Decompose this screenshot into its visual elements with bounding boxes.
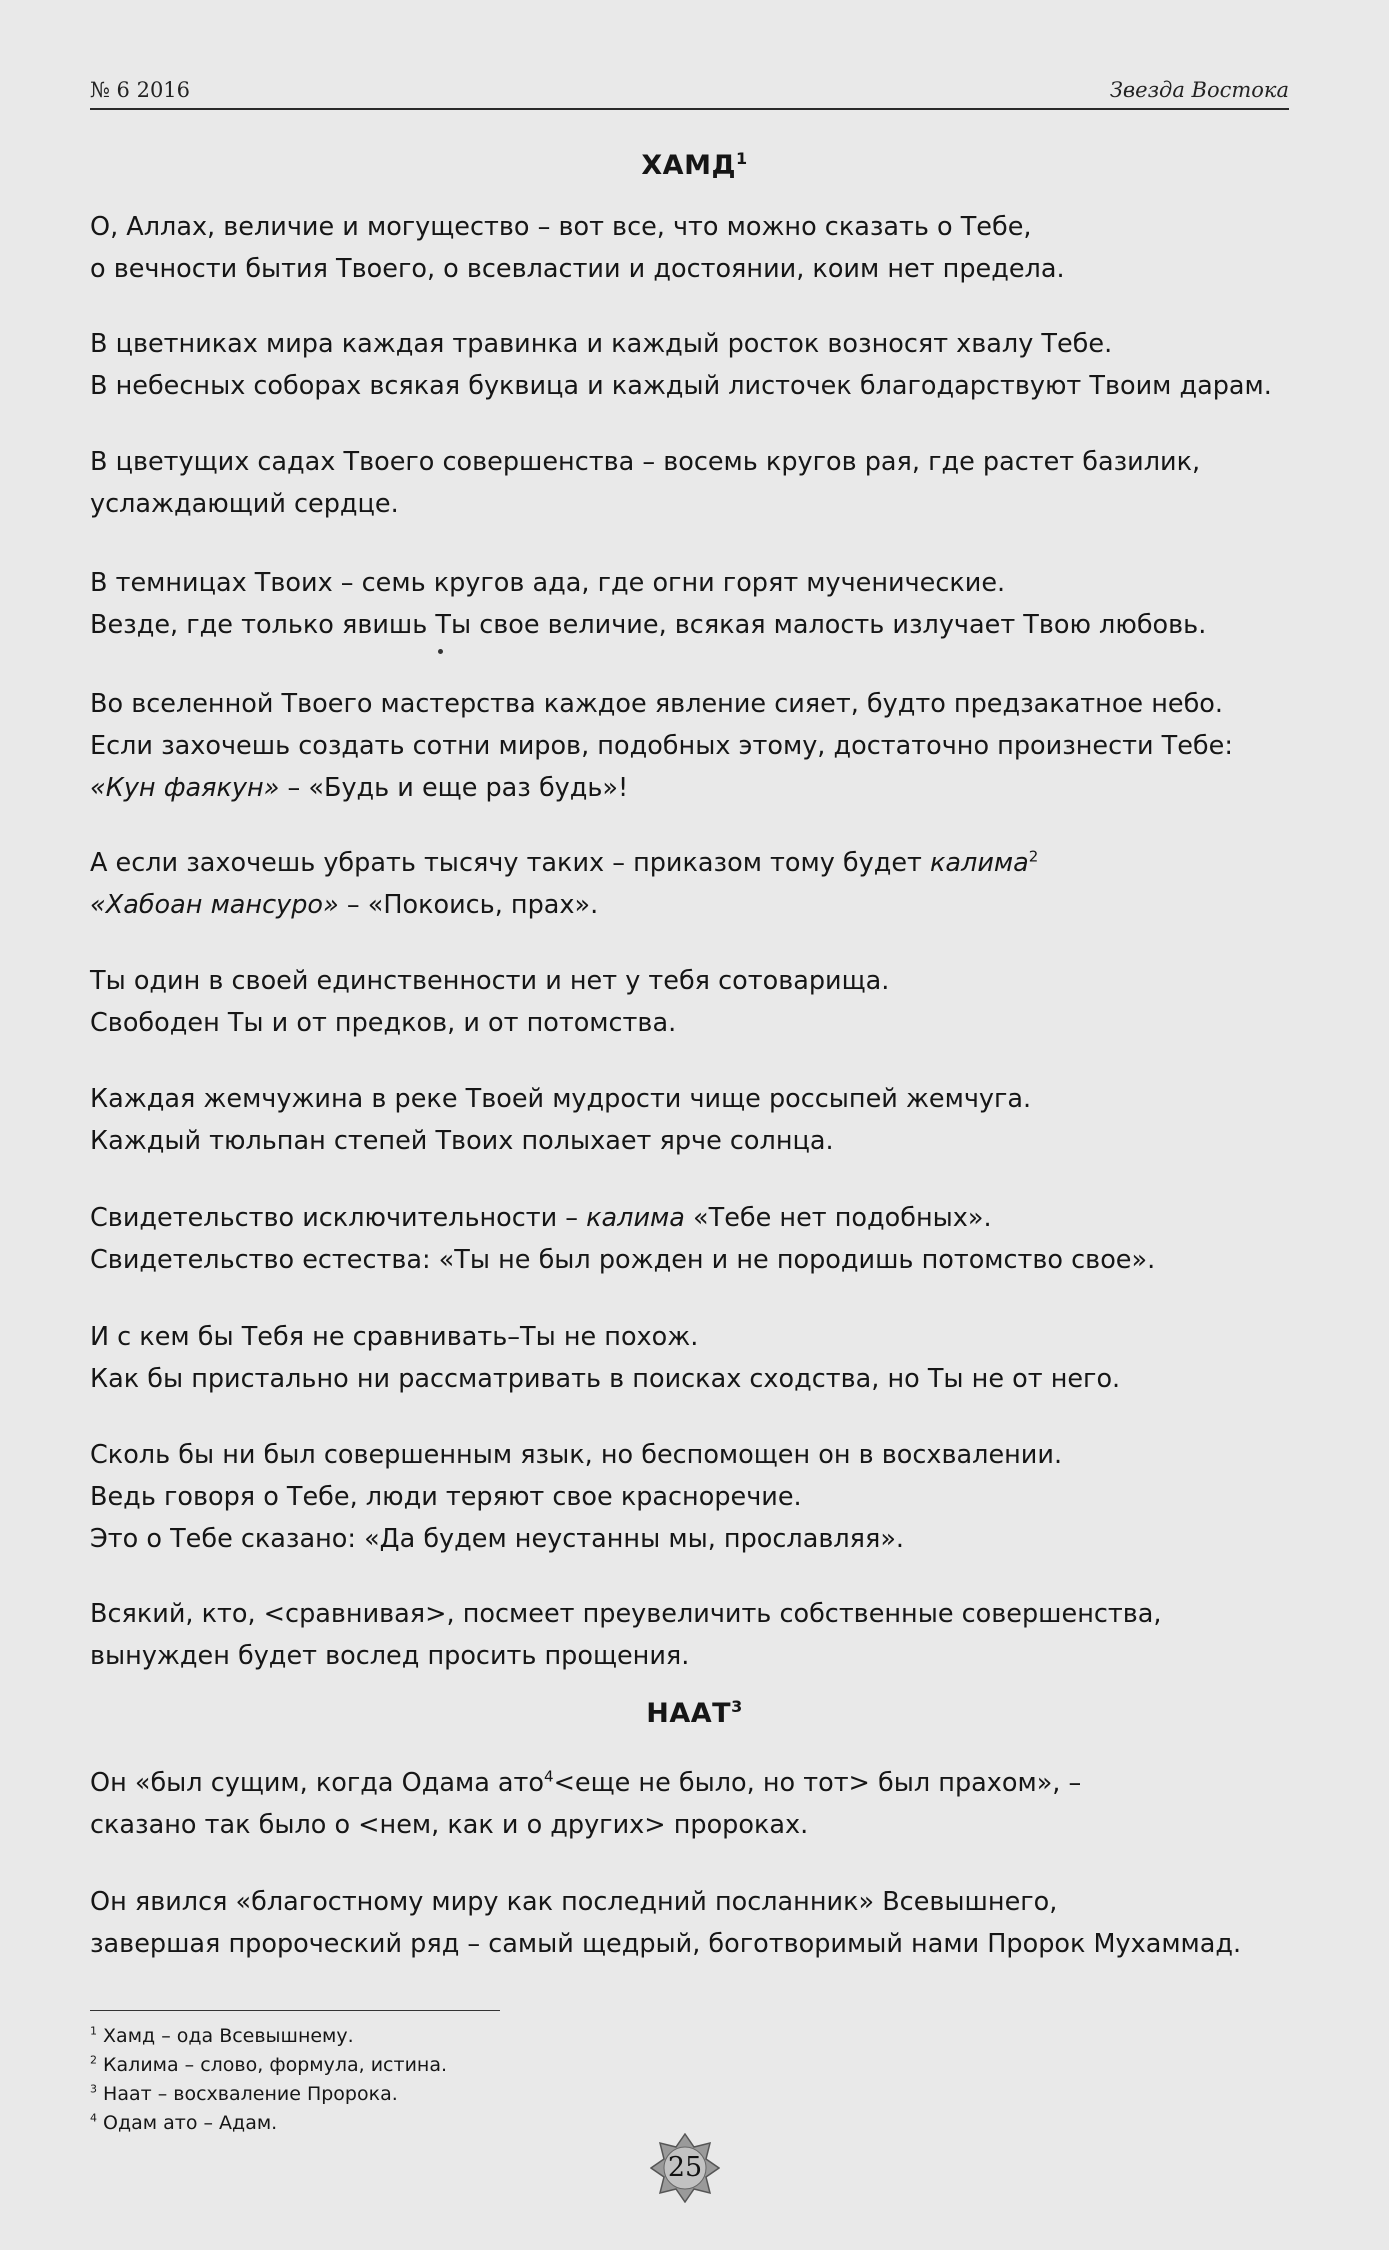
verse-line: Как бы пристально ни рассматривать в поисках сходства, но Ты не от него. <box>90 1364 1121 1394</box>
verse-line: Свидетельство естества: «Ты не был рожден и не породишь потомство свое». <box>90 1245 1156 1275</box>
witness-rest: «Тебе нет подобных». <box>684 1203 992 1233</box>
footnote-divider <box>90 2010 500 2011</box>
verse-line: Он явился «благостному миру как последний посланник» Всевышнего, <box>90 1887 1058 1917</box>
verse-line: Всякий, кто, <сравнивая>, посмеет преувеличить собственные совершенства, <box>90 1599 1162 1629</box>
verse-line: В цветущих садах Твоего совершенства – восемь кругов рая, где растет базилик, <box>90 447 1201 477</box>
hamd-title-note: 1 <box>736 149 748 168</box>
verse-line: В небесных соборах всякая буквица и каждый листочек благодарствуют Твоим дарам. <box>90 371 1272 401</box>
witness-text: Свидетельство исключительности – <box>90 1203 587 1233</box>
stanza <box>90 206 1295 290</box>
footnote-ref: 4 <box>544 1767 554 1786</box>
verse-line: Ты один в своей единственности и нет у тебя сотоварища. <box>90 966 890 996</box>
naat-title-note: 3 <box>731 1697 743 1716</box>
stanza <box>90 683 1295 809</box>
verse-line: В темницах Твоих – семь кругов ада, где огни горят мученические. <box>90 568 1006 598</box>
naat-line-1b: <еще не было, но тот> был прахом», – <box>553 1768 1082 1798</box>
stray-dot <box>438 649 443 654</box>
kun-fayakun-translation: – «Будь и еще раз будь»! <box>279 773 629 803</box>
hamd-title-text: ХАМД <box>641 150 736 181</box>
stanza <box>90 323 1295 407</box>
footnotes <box>90 2022 990 2138</box>
verse-line: О, Аллах, величие и могущество – вот все, что можно сказать о Тебе, <box>90 212 1032 242</box>
verse-line <box>90 767 1295 809</box>
verse-line: вынужден будет вослед просить прощения. <box>90 1641 690 1671</box>
verse-line: Если захочешь создать сотни миров, подобных этому, достаточно произнести Тебе: <box>90 731 1233 761</box>
footnote-ref: 2 <box>1028 847 1039 866</box>
stanza <box>90 842 1295 926</box>
footnote-number: 3 <box>90 2082 97 2096</box>
stanza <box>90 441 1295 525</box>
stanza <box>90 1078 1295 1162</box>
page-number: 25 <box>667 2152 703 2183</box>
stanza <box>90 960 1295 1044</box>
verse-line <box>90 1197 1295 1239</box>
verse-line: Ведь говоря о Тебе, люди теряют свое красноречие. <box>90 1482 802 1512</box>
running-header <box>90 72 1289 110</box>
naat-line-1a: Он «был сущим, когда Одама ато <box>90 1768 545 1798</box>
verse-line: сказано так было о <нем, как и о других> пророках. <box>90 1810 809 1840</box>
page-number-badge <box>650 2133 720 2203</box>
kalima-term: калима <box>930 848 1029 878</box>
hamd-title <box>0 150 1389 181</box>
verse-line: Свободен Ты и от предков, и от потомства. <box>90 1008 677 1038</box>
footnote <box>90 2051 990 2080</box>
kun-fayakun-term: «Кун фаякун» <box>90 773 280 803</box>
verse-line: завершая пророческий ряд – самый щедрый, боготворимый нами Пророк Мухаммад. <box>90 1929 1242 1959</box>
footnote-text: Наат – восхваление Пророка. <box>97 2083 398 2105</box>
remove-text: А если захочешь убрать тысячу таких – приказом тому будет <box>90 848 931 878</box>
verse-line: Каждая жемчужина в реке Твоей мудрости чище россыпей жемчуга. <box>90 1084 1032 1114</box>
verse-line: И с кем бы Тебя не сравнивать–Ты не похож. <box>90 1322 699 1352</box>
verse-line: Каждый тюльпан степей Твоих полыхает ярче солнца. <box>90 1126 834 1156</box>
footnote-text: Одам ато – Адам. <box>97 2112 278 2134</box>
naat-title-text: НААТ <box>646 1698 732 1729</box>
kalima-term: калима <box>586 1203 685 1233</box>
verse-line: Во вселенной Твоего мастерства каждое явление сияет, будто предзакатное небо. <box>90 689 1224 719</box>
stanza <box>90 1197 1295 1281</box>
stanza <box>90 1762 1295 1846</box>
footnote-number: 4 <box>90 2111 97 2125</box>
verse-line <box>90 842 1295 884</box>
verse-line: Везде, где только явишь Ты свое величие, всякая малость излучает Твою любовь. <box>90 610 1207 640</box>
journal-title: Звезда Востока <box>1109 78 1289 102</box>
verse-line: В цветниках мира каждая травинка и каждый росток возносят хвалу Тебе. <box>90 329 1113 359</box>
footnote <box>90 2109 990 2138</box>
stanza <box>90 1316 1295 1400</box>
footnote-number: 1 <box>90 2024 97 2038</box>
verse-line <box>90 884 1295 926</box>
haboan-mansuro-term: «Хабоан мансуро» <box>90 890 339 920</box>
verse-line: Это о Тебе сказано: «Да будем неустанны мы, прославляя». <box>90 1524 905 1554</box>
footnote <box>90 2022 990 2051</box>
haboan-translation: – «Покоись, прах». <box>338 890 599 920</box>
stanza <box>90 1434 1295 1560</box>
verse-line: услаждающий сердце. <box>90 489 399 519</box>
footnote-number: 2 <box>90 2053 97 2067</box>
naat-title <box>0 1698 1389 1729</box>
stanza <box>90 1593 1295 1677</box>
stanza <box>90 562 1295 646</box>
issue-number: № 6 2016 <box>90 78 191 102</box>
verse-line: о вечности бытия Твоего, о всевластии и достоянии, коим нет предела. <box>90 254 1065 284</box>
footnote <box>90 2080 990 2109</box>
footnote-text: Хамд – ода Всевышнему. <box>97 2025 354 2047</box>
stanza <box>90 1881 1295 1965</box>
verse-line: Сколь бы ни был совершенным язык, но беспомощен он в восхвалении. <box>90 1440 1063 1470</box>
verse-line <box>90 1762 1295 1804</box>
footnote-text: Калима – слово, формула, истина. <box>97 2054 448 2076</box>
